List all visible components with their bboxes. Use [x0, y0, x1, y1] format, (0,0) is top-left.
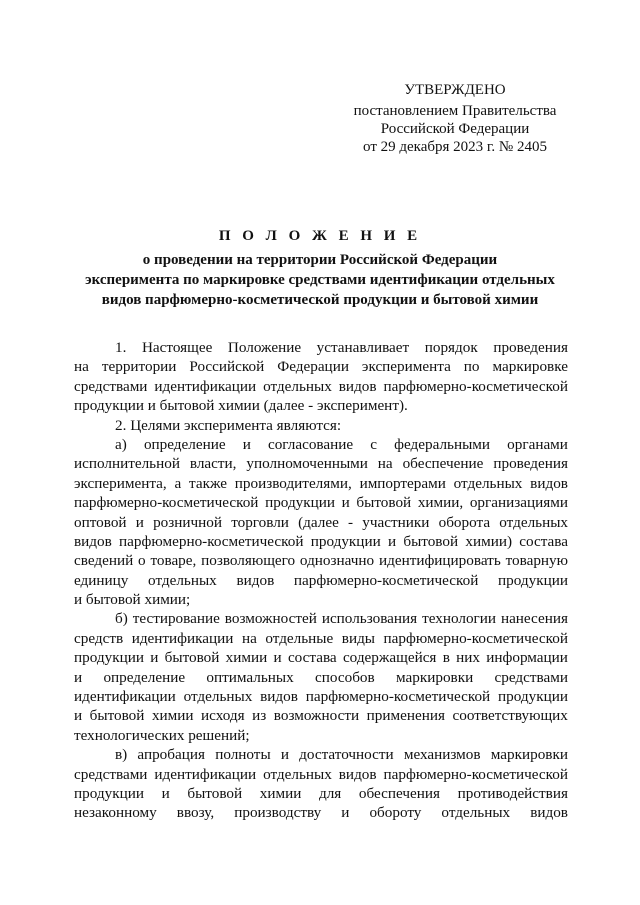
body-word: парфюмерно-косметической [383, 765, 568, 783]
body-word: территории [101, 358, 177, 376]
body-word: содержащейся [342, 649, 437, 667]
body-word: продукции [74, 649, 144, 667]
body-word: виды [341, 629, 376, 647]
approval-line: от 29 декабря 2023 г. № 2405 [363, 139, 547, 155]
body-word: определение [143, 435, 226, 453]
body-line [74, 706, 568, 725]
body-word: (далее [298, 513, 339, 531]
body-word: парфюмерно-косметической [305, 688, 491, 706]
body-word: о [138, 552, 146, 570]
body-word: бытовой [403, 532, 459, 550]
body-word: видов [338, 765, 377, 783]
approval-word: УТВЕРЖДЕНО [404, 82, 506, 98]
body-word: участники [362, 513, 430, 531]
body-line [74, 745, 568, 764]
body-word: нанесения [500, 610, 568, 628]
body-word: маркировке [492, 358, 568, 376]
body-line [74, 435, 568, 454]
document-body [74, 338, 568, 823]
body-word: согласование [267, 435, 354, 453]
body-word: соответствующих [452, 707, 568, 725]
body-word: отдельных [263, 377, 332, 395]
body-line [74, 532, 568, 551]
body-word: продукции [74, 784, 144, 802]
body-word: обеспечения [358, 784, 440, 802]
body-word: информации [486, 649, 568, 667]
body-word: отдельных [453, 474, 523, 492]
body-word: и [280, 746, 289, 764]
body-word: и [242, 435, 251, 453]
body-word: импортерами [359, 474, 446, 492]
body-line [74, 493, 568, 512]
subtitle-line: эксперимента по маркировке средствами идентификации отдельных [85, 272, 555, 288]
body-word: химии) [465, 532, 513, 550]
body-word: обеспечение [402, 455, 484, 473]
approval-stamp [340, 81, 570, 156]
body-line [74, 357, 568, 376]
body-word: парфюмерно-косметической [383, 377, 568, 395]
body-word: видов [530, 804, 568, 822]
body-word: химии [151, 707, 194, 725]
body-word: химии [259, 784, 302, 802]
body-word: идентификации [131, 629, 234, 647]
body-word: отдельных [499, 513, 568, 531]
body-word: Положение [227, 339, 302, 356]
body-word: химии [225, 649, 268, 667]
document-title: П О Л О Ж Е Н И Е [218, 228, 422, 244]
body-word: механизмов [403, 746, 481, 764]
body-word: возможностей [224, 610, 317, 628]
body-word: отдельных [263, 765, 332, 783]
body-word: также [189, 474, 227, 492]
body-line [74, 609, 568, 628]
body-word: видов [74, 532, 112, 550]
body-word: порядок [424, 339, 478, 356]
body-line [74, 474, 568, 493]
body-word: средствами [494, 668, 568, 686]
body-word: противодействия [457, 784, 568, 802]
body-word: продукции [310, 532, 381, 550]
body-word: средствами [74, 377, 148, 395]
body-word: Федерации [277, 358, 349, 376]
body-word: видов [236, 571, 275, 589]
body-word: способов [315, 668, 375, 686]
body-word: химии, [417, 494, 464, 512]
body-word: б) [115, 610, 128, 628]
body-word: в [442, 649, 450, 667]
body-word: парфюмерно-косметической [293, 571, 479, 589]
body-word: для [318, 784, 342, 802]
body-word: маркировки [396, 668, 474, 686]
body-word: идентифицировать [378, 552, 501, 570]
body-word: по [463, 358, 480, 376]
body-word: продукции [498, 571, 568, 589]
body-word: с [370, 435, 377, 453]
body-word: средств [74, 629, 124, 647]
body-word: ввозу, [176, 804, 215, 822]
body-line [74, 571, 568, 590]
body-word: возможности [273, 707, 360, 725]
body-word: оборота [438, 513, 491, 531]
body-line [74, 513, 568, 532]
body-word: эксперимента, [74, 474, 167, 492]
body-line: и бытовой химии; [74, 591, 191, 609]
body-line [74, 687, 568, 706]
body-word: сведений [74, 552, 134, 570]
body-word: них [456, 649, 480, 667]
approval-line: Российской Федерации [380, 121, 530, 137]
body-word: из [252, 707, 267, 725]
body-word: и [161, 784, 170, 802]
body-word: отдельные [265, 629, 334, 647]
body-word: видов [530, 474, 568, 492]
body-word: товаре, [150, 552, 197, 570]
body-word: органами [507, 435, 568, 453]
body-line [74, 454, 568, 473]
body-word: бытовой [356, 494, 412, 512]
body-word: идентификации [154, 765, 257, 783]
body-word: отдельных [441, 804, 511, 822]
body-word: на [74, 358, 89, 376]
body-word: Российской [189, 358, 265, 376]
body-word: тестирование [132, 610, 220, 628]
body-line: технологических решений; [74, 726, 250, 744]
body-word: и [74, 668, 83, 686]
body-word: идентификации [154, 377, 257, 395]
body-word: в) [115, 746, 128, 764]
body-word: полноты [215, 746, 271, 764]
body-word: однозначно [299, 552, 375, 570]
body-word: эксперимента [361, 358, 451, 376]
body-word: отдельных [183, 688, 253, 706]
body-word: федеральными [394, 435, 491, 453]
body-line [74, 338, 568, 357]
approval-line: постановлением Правительства [353, 103, 557, 119]
body-word: 1. [115, 339, 127, 356]
body-word: исполнительной [74, 455, 180, 473]
body-word: и [341, 804, 350, 822]
body-word: и [150, 649, 159, 667]
body-word: бытовой [164, 649, 220, 667]
body-word: - [348, 513, 354, 531]
body-word: а) [115, 435, 127, 453]
body-word: проведения [493, 339, 568, 356]
body-word: на [377, 455, 393, 473]
body-word: и [135, 513, 144, 531]
body-word: оптимальных [206, 668, 294, 686]
body-word: устанавливает [316, 339, 410, 356]
body-line: продукции и бытовой химии (далее - эксперимент). [74, 397, 408, 415]
body-line: 2. Целями эксперимента являются: [115, 416, 342, 434]
body-word: бытовой [89, 707, 145, 725]
body-word: производству [234, 804, 322, 822]
body-word: отдельных [148, 571, 217, 589]
body-word: видов [338, 377, 377, 395]
body-line [74, 668, 568, 687]
body-word: власти, [189, 455, 237, 473]
body-word: парфюмерно-косметической [383, 629, 568, 647]
subtitle-line: о проведении на территории Российской Федерации [142, 252, 498, 268]
body-word: обороту [369, 804, 422, 822]
body-word: уполномоченными [246, 455, 368, 473]
body-word: проведения [493, 455, 568, 473]
body-word: апробация [137, 746, 205, 764]
body-word: на [241, 629, 257, 647]
body-line [74, 648, 568, 667]
body-word: и [341, 494, 350, 512]
body-line [74, 377, 568, 396]
body-word: единицу [74, 571, 129, 589]
body-word: производителями, [234, 474, 352, 492]
body-word: идентификации [74, 688, 176, 706]
body-word: использования [321, 610, 418, 628]
body-word: парфюмерно-косметической [119, 532, 304, 550]
body-word: незаконному [74, 804, 157, 822]
body-word: продукции [265, 494, 336, 512]
body-word: состава [519, 532, 568, 550]
body-word: позволяющего [201, 552, 296, 570]
body-word: торговли [231, 513, 289, 531]
body-word: состава [287, 649, 337, 667]
body-word: достаточности [299, 746, 394, 764]
body-word: исходя [201, 707, 245, 725]
body-word: средствами [74, 765, 148, 783]
body-word: бытовой [187, 784, 243, 802]
document-subtitle [0, 250, 640, 310]
body-word: товарную [505, 552, 568, 570]
body-word: Настоящее [141, 339, 213, 356]
body-word: технологии [422, 610, 497, 628]
body-word: и [74, 707, 83, 725]
body-word: организациями [469, 494, 568, 512]
subtitle-line: видов парфюмерно-косметической продукции и бытовой химии [101, 292, 539, 308]
body-word: определение [103, 668, 186, 686]
body-line [74, 803, 568, 822]
body-word: видов [260, 688, 298, 706]
body-word: маркировки [490, 746, 568, 764]
body-word: продукции [498, 688, 568, 706]
body-line [74, 629, 568, 648]
body-line [74, 551, 568, 570]
body-word: розничной [153, 513, 222, 531]
body-word: оптовой [74, 513, 127, 531]
body-word: а [174, 474, 182, 492]
body-word: парфюмерно-косметической [74, 494, 259, 512]
body-line [74, 784, 568, 803]
body-word: и [273, 649, 282, 667]
body-line [74, 765, 568, 784]
body-word: и [387, 532, 397, 550]
body-word: применения [366, 707, 445, 725]
